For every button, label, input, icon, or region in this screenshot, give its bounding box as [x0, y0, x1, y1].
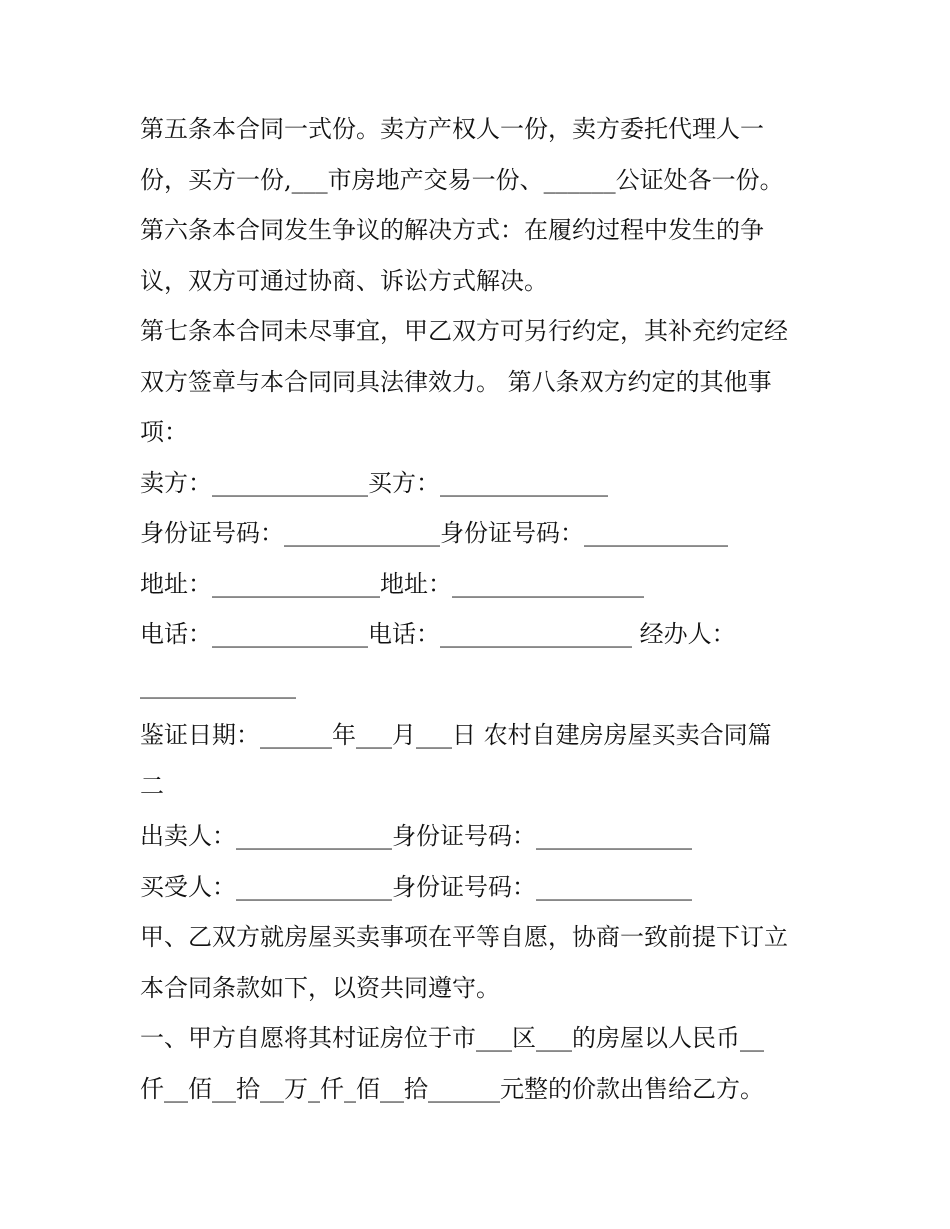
line-clause-1-a: 一、甲方自愿将其村证房位于市___区___的房屋以人民币__: [140, 1024, 764, 1052]
line-seller-buyer: 卖方：_____________买方：______________: [140, 468, 608, 497]
line-article-6-a: 第六条本合同发生争议的解决方式：在履约过程中发生的争: [140, 216, 764, 244]
line-agreement-intro-a: 甲、乙双方就房屋买卖事项在平等自愿，协商一致前提下订立: [140, 923, 788, 951]
document-body: [140, 104, 820, 1114]
line-id-numbers: 身份证号码：_____________身份证号码：____________: [140, 519, 728, 547]
line-part-two: 二: [140, 771, 164, 800]
line-clause-1-b: 仟__佰__拾__万_仟_佰__拾______元整的价款出售给乙方。: [140, 1074, 764, 1103]
line-addresses: 地址：______________地址：________________: [140, 569, 644, 598]
line-agent-blank: _____________: [140, 670, 296, 699]
line-phones: 电话：_____________电话：________________ 经办人：: [140, 620, 736, 648]
line-verification-date: 鉴证日期：______年___月___日 农村自建房房屋买卖合同篇: [140, 721, 772, 749]
line-agreement-intro-b: 本合同条款如下，以资共同遵守。: [140, 973, 500, 1002]
line-article-7-b: 双方签章与本合同同具法律效力。 第八条双方约定的其他事: [140, 367, 772, 396]
line-article-6-b: 议，双方可通过协商、诉讼方式解决。: [140, 266, 548, 295]
line-article-5-b: 份，买方一份,___市房地产交易一份、______公证处各一份。: [140, 165, 784, 194]
line-article-8: 项：: [140, 418, 188, 446]
line-vendor: 出卖人：_____________身份证号码：_____________: [140, 822, 692, 850]
line-article-7-a: 第七条本合同未尽事宜，甲乙双方可另行约定，其补充约定经: [140, 317, 788, 345]
line-article-5-a: 第五条本合同一式份。卖方产权人一份，卖方委托代理人一: [140, 115, 764, 143]
line-purchaser: 买受人：_____________身份证号码：_____________: [140, 872, 692, 901]
